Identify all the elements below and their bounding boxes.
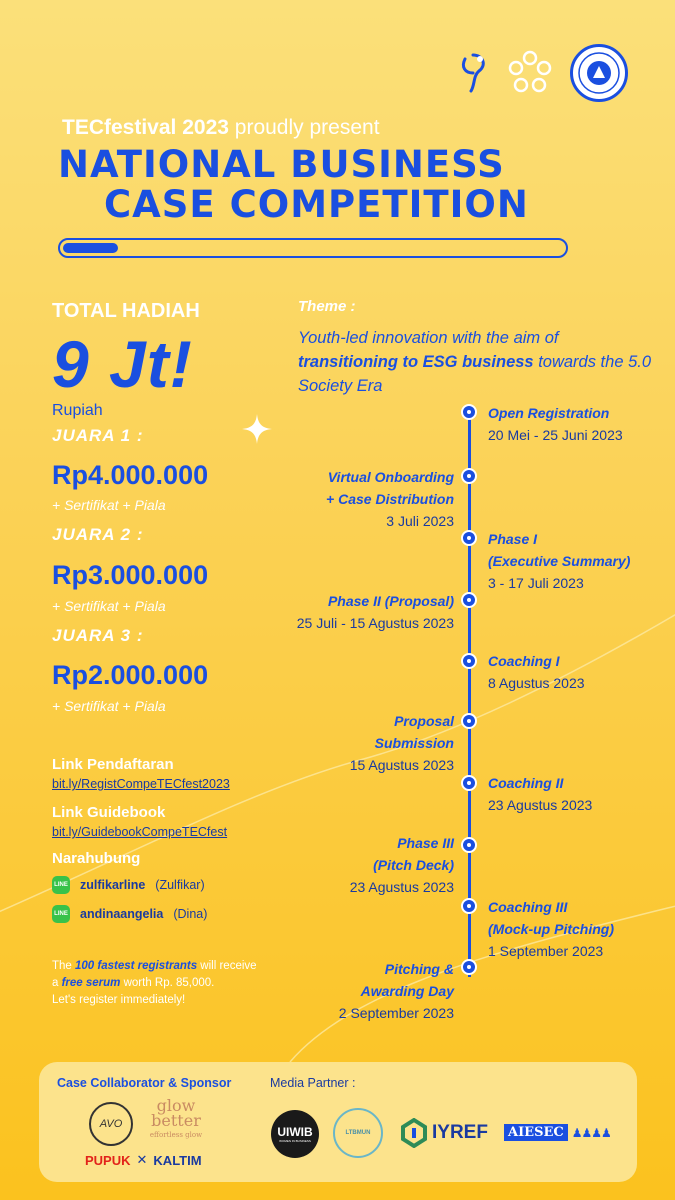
timeline-node <box>461 898 477 914</box>
timeline-event <box>488 650 585 694</box>
timeline-event-date: 15 Agustus 2023 <box>349 757 454 773</box>
timeline-event-title: Coaching I <box>488 653 560 669</box>
guidebook-link[interactable]: bit.ly/GuidebookCompeTECfest <box>52 825 228 839</box>
ltbmun-logo: LTBMUN <box>333 1108 383 1158</box>
timeline-node <box>461 653 477 669</box>
winner-2-bonus: + Sertifikat + Piala <box>52 598 166 614</box>
glow-better-logo: glow better effortless glow <box>149 1096 203 1139</box>
timeline-node-dot <box>467 719 471 723</box>
timeline-event-date: 23 Agustus 2023 <box>488 797 593 813</box>
timeline-node-dot <box>467 904 471 908</box>
timeline-node <box>461 713 477 729</box>
timeline-node <box>461 404 477 420</box>
avo-logo: AVO <box>89 1102 133 1146</box>
timeline-event-title: Coaching III <box>488 899 568 915</box>
contact-label: Narahubung <box>52 850 141 867</box>
timeline-event <box>488 772 592 816</box>
title-line-2: CASE COMPETITION <box>104 183 529 226</box>
timeline-event <box>488 896 614 962</box>
progress-fill <box>63 243 118 253</box>
timeline-node-dot <box>467 781 471 785</box>
theme-text: Youth-led innovation with the aim of transitioning to ESG business towards the 5.0 Society Era <box>298 329 652 395</box>
timeline-event-title: + Case Distribution <box>326 491 454 507</box>
timeline-event-title: Pitching & <box>384 961 454 977</box>
guidebook-link-label: Link Guidebook <box>52 804 166 821</box>
sponsor-panel <box>39 1062 637 1182</box>
sponsor-label: Case Collaborator & Sponsor <box>57 1076 232 1090</box>
timeline-event <box>488 402 623 446</box>
contact-name: (Dina) <box>173 907 208 921</box>
timeline-line <box>468 412 471 977</box>
winner-1-rank: JUARA 1 : <box>52 426 144 445</box>
iyref-logo: IYREF <box>401 1118 488 1148</box>
timeline-event-title: Virtual Onboarding <box>327 469 454 485</box>
iyref-mark-icon <box>401 1118 427 1148</box>
currency-label: Rupiah <box>52 402 103 419</box>
timeline-event-title: Phase III <box>397 835 454 851</box>
line-app-icon: LINE <box>52 905 70 923</box>
timeline-event <box>350 832 454 898</box>
winner-1-bonus: + Sertifikat + Piala <box>52 497 166 513</box>
timeline-node-dot <box>467 659 471 663</box>
timeline-node-dot <box>467 843 471 847</box>
total-prize-label: TOTAL HADIAH <box>52 300 200 322</box>
uiwib-logo: UIWIB WOMEN IN BUSINESS <box>271 1110 319 1158</box>
winner-2-rank: JUARA 2 : <box>52 525 144 544</box>
timeline-event-date: 3 - 17 Juli 2023 <box>488 575 584 591</box>
theme-label: Theme : <box>298 298 356 315</box>
winner-3-bonus: + Sertifikat + Piala <box>52 698 166 714</box>
timeline-event-date: 23 Agustus 2023 <box>349 879 454 895</box>
registration-link[interactable]: bit.ly/RegistCompeTECfest2023 <box>52 777 230 791</box>
timeline-event <box>350 710 454 776</box>
winner-3-amount: Rp2.000.000 <box>52 660 209 690</box>
winner-1-amount: Rp4.000.000 <box>52 460 209 490</box>
sparkle-icon <box>242 414 272 444</box>
timeline-node <box>461 530 477 546</box>
timeline-event-title: Phase I <box>488 531 538 547</box>
timeline-event-title: Coaching II <box>488 775 564 791</box>
timeline-event <box>326 466 454 532</box>
contact-item[interactable] <box>52 905 207 923</box>
event-present-text: TECfestival 2023 proudly present <box>62 116 380 139</box>
timeline-event-date: 2 September 2023 <box>338 1005 454 1021</box>
timeline-node-dot <box>467 536 471 540</box>
tecfest-logo <box>452 50 494 98</box>
timeline-event-title: Proposal <box>394 713 454 729</box>
timeline-event-date: 3 Juli 2023 <box>386 513 454 529</box>
winner-3-rank: JUARA 3 : <box>52 626 144 645</box>
timeline-event-title: Submission <box>374 735 454 751</box>
timeline-node <box>461 837 477 853</box>
timeline-event <box>488 528 630 594</box>
timeline-event-title: (Pitch Deck) <box>373 857 454 873</box>
contact-item[interactable] <box>52 876 205 894</box>
registration-link-label: Link Pendaftaran <box>52 756 174 773</box>
timeline-event <box>297 590 454 634</box>
timeline-node <box>461 468 477 484</box>
progress-bar <box>58 238 568 258</box>
contact-id: andinaangelia <box>80 907 164 921</box>
timeline-event-title: Awarding Day <box>360 983 454 999</box>
total-prize-value: 9 Jt! <box>52 327 193 401</box>
timeline-event-date: 1 September 2023 <box>488 943 604 959</box>
timeline-event-date: 20 Mei - 25 Juni 2023 <box>488 427 623 443</box>
timeline-event-title: (Mock-up Pitching) <box>488 921 614 937</box>
timeline-node-dot <box>467 474 471 478</box>
timeline-event-date: 25 Juli - 15 Agustus 2023 <box>296 615 454 631</box>
timeline-event-title: Phase II (Proposal) <box>327 593 454 609</box>
timeline-event-title: Open Registration <box>488 405 610 421</box>
timeline-node-dot <box>467 598 471 602</box>
media-partner-label: Media Partner : <box>270 1076 356 1090</box>
aiesec-logo: AIESEC ♟♟♟♟ <box>504 1124 611 1141</box>
timeline-node <box>461 959 477 975</box>
timeline-node-dot <box>467 965 471 969</box>
contact-name: (Zulfikar) <box>155 878 205 892</box>
timeline-node-dot <box>467 410 471 414</box>
organizer-emblem-logo <box>503 46 557 100</box>
timeline-event-title: (Executive Summary) <box>488 553 631 569</box>
itb-seal-logo <box>570 44 628 102</box>
timeline-node <box>461 592 477 608</box>
timeline-node <box>461 775 477 791</box>
title-line-1: NATIONAL BUSINESS <box>58 143 505 186</box>
contact-id: zulfikarline <box>80 878 146 892</box>
line-app-icon: LINE <box>52 876 70 894</box>
pupuk-kaltim-logo: PUPUK ✕ KALTIM <box>85 1152 202 1168</box>
winner-2-amount: Rp3.000.000 <box>52 560 209 590</box>
promo-text: The 100 fastest registrants will receive a free serum worth Rp. 85,000. Let's register immediately! <box>52 960 257 1006</box>
timeline-event-date: 8 Agustus 2023 <box>488 675 585 691</box>
timeline-event <box>339 958 454 1024</box>
